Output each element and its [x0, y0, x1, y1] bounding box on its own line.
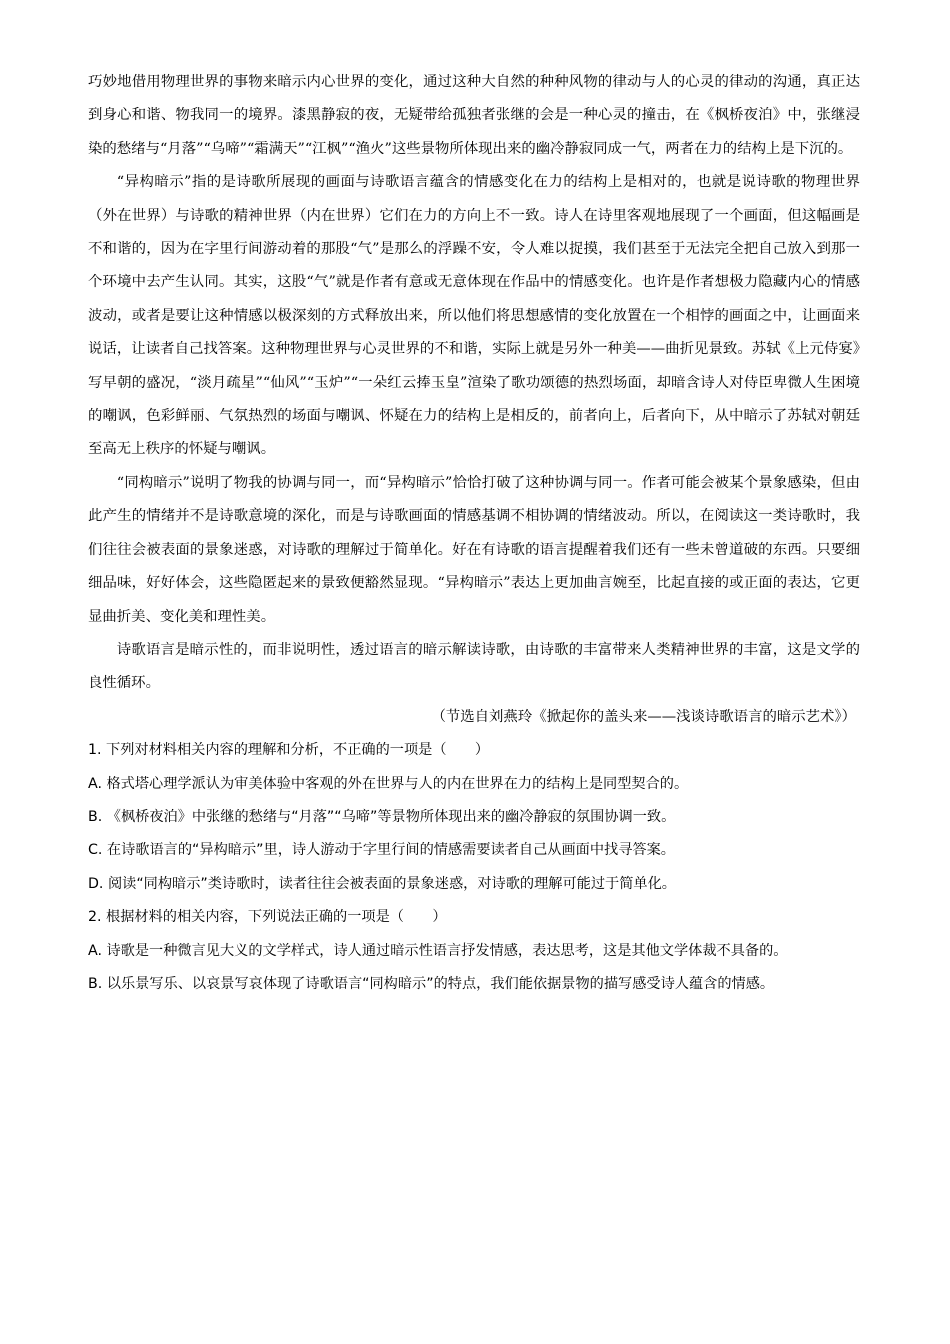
option-c: C. 在诗歌语言的“异构暗示”里，诗人游动于字里行间的情感需要读者自己从画面中找寻答案。 — [88, 842, 675, 859]
question-stem: 1. 下列对材料相关内容的理解和分析，不正确的一项是（ ） — [88, 742, 490, 759]
question-stem: 2. 根据材料的相关内容，下列说法正确的一项是（ ） — [88, 909, 447, 926]
document-page — [88, 66, 860, 1001]
question-2 — [88, 901, 860, 1001]
option-a: A. 诗歌是一种微言见大义的文学样式，诗人通过暗示性语言抒发情感，表达思考，这是其他文学体裁不具备的。 — [88, 942, 788, 959]
passage-paragraph-2: “异构暗示”指的是诗歌所展现的画面与诗歌语言蕴含的情感变化在力的结构上是相对的，也就是说诗歌的物理世界（外在世界）与诗歌的精神世界（内在世界）它们在力的方向上不一致。诗人在诗里客观地展现了一个画面，但这幅画是不和谐的，因为在字里行间游动着的那股“气”是那么的浮躁不安，令人难以捉摸，我们甚至于无法完全把自己放入到那一个环境中去产生认同。其实，这股“气”就是作者有意或无意体现在作品中的情感变化。也许是作者想极力隐藏内心的情感波动，或者是要让这种情感以极深刻的方式释放出来，所以他们将思想感情的变化放置在一个相悖的画面之中，让画面来说话，让读者自己找答案。这种物理世界与心灵世界的不和谐，实际上就是另外一种美——曲折见景致。苏轼《上元侍宴》写早朝的盛况，“淡月疏星”“仙风”“玉炉”“一朵红云捧玉皇”渲染了歌功颂德的热烈场面，却暗含诗人对侍臣卑微人生困境的嘲讽，色彩鲜丽、气氛热烈的场面与嘲讽、怀疑在力的结构上是相反的，前者向上，后者向下，从中暗示了苏轼对朝廷至高无上秩序的怀疑与嘲讽。 — [88, 174, 860, 458]
passage-paragraph-3: “同构暗示”说明了物我的协调与同一，而“异构暗示”恰恰打破了这种协调与同一。作者可能会被某个景象感染，但由此产生的情绪并不是诗歌意境的深化，而是与诗歌画面的情感基调不相协调的情绪波动。所以，在阅读这一类诗歌时，我们往往会被表面的景象迷惑，对诗歌的理解过于简单化。好在有诗歌的语言提醒着我们还有一些未曾道破的东西。只要细细品味，好好体会，这些隐匿起来的景致便豁然显现。“异构暗示”表达上更加曲言婉至，比起直接的或正面的表达，它更显曲折美、变化美和理性美。 — [88, 474, 860, 625]
option-b: B. 以乐景写乐、以哀景写哀体现了诗歌语言“同构暗示”的特点，我们能依据景物的描写感受诗人蕴含的情感。 — [88, 975, 775, 992]
question-1 — [88, 734, 860, 901]
passage-paragraph-4: 诗歌语言是暗示性的，而非说明性，透过语言的暗示解读诗歌，由诗歌的丰富带来人类精神世界的丰富，这是文学的良性循环。 — [88, 641, 860, 692]
passage-source: （节选自刘燕玲《掀起你的盖头来——浅谈诗歌语言的暗示艺术》） — [431, 708, 856, 725]
option-d: D. 阅读“同构暗示”类诗歌时，读者往往会被表面的景象迷惑，对诗歌的理解可能过于简单化。 — [88, 875, 676, 892]
option-a: A. 格式塔心理学派认为审美体验中客观的外在世界与人的内在世界在力的结构上是同型契合的。 — [88, 775, 689, 792]
option-b: B. 《枫桥夜泊》中张继的愁绪与“月落”“乌啼”等景物所体现出来的幽冷静寂的氛围协调一致。 — [88, 808, 676, 825]
passage-paragraph-1: 巧妙地借用物理世界的事物来暗示内心世界的变化，通过这种大自然的种种风物的律动与人的心灵的律动的沟通，真正达到身心和谐、物我同一的境界。漆黑静寂的夜，无疑带给孤独者张继的会是一种心灵的撞击，在《枫桥夜泊》中，张继浸染的愁绪与“月落”“乌啼”“霜满天”“江枫”“渔火”这些景物所体现出来的幽冷静寂同成一气，两者在力的结构上是下沉的。 — [88, 74, 860, 157]
